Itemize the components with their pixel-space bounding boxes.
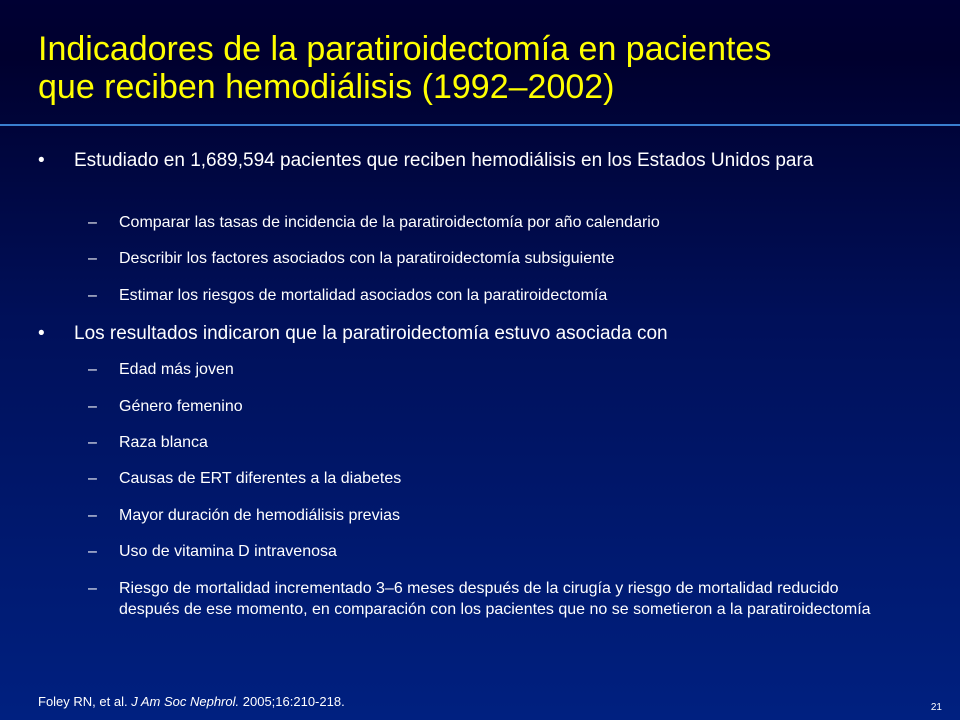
sub-bullet-dash: – (88, 287, 97, 304)
sub-bullet-text: Género femenino (119, 398, 243, 415)
sub-bullet-dash: – (88, 507, 97, 524)
sub-bullet-text: Describir los factores asociados con la paratiroidectomía subsiguiente (119, 250, 615, 267)
citation-details: 2005;16:210-218. (242, 694, 345, 709)
sub-bullet-text: Causas de ERT diferentes a la diabetes (119, 470, 402, 487)
bullet-dot: • (38, 323, 45, 344)
citation-journal: J Am Soc Nephrol. (131, 694, 240, 709)
sub-bullet-dash: – (88, 398, 97, 415)
sub-bullet-dash: – (88, 250, 97, 267)
bullet-text: Estudiado en 1,689,594 pacientes que reciben hemodiálisis en los Estados Unidos para (74, 150, 814, 171)
sub-bullet-dash: – (88, 214, 97, 231)
bullet-text: Los resultados indicaron que la paratiroidectomía estuvo asociada con (74, 323, 668, 344)
title-divider (0, 124, 960, 126)
sub-bullet-text: Edad más joven (119, 361, 234, 378)
bullet-dot: • (38, 150, 45, 171)
sub-bullet-dash: – (88, 470, 97, 487)
sub-bullet-text: Estimar los riesgos de mortalidad asociados con la paratiroidectomía (119, 287, 608, 304)
sub-bullet-dash: – (88, 361, 97, 378)
citation (38, 694, 345, 709)
title-line-2: que reciben hemodiálisis (1992–2002) (38, 68, 615, 106)
citation-authors: Foley RN, et al. (38, 694, 128, 709)
sub-bullet-text: Uso de vitamina D intravenosa (119, 543, 337, 560)
sub-bullet-dash: – (88, 543, 97, 560)
sub-bullet-text: Raza blanca (119, 434, 208, 451)
sub-bullet-text: Mayor duración de hemodiálisis previas (119, 507, 401, 524)
sub-bullet-text: Riesgo de mortalidad incrementado 3–6 meses después de la cirugía y riesgo de mortalidad reducido después de ese momento, en comparación con los pacientes que no se sometieron a la paratiroidectomía (119, 580, 871, 618)
title-line-1: Indicadores de la paratiroidectomía en pacientes (38, 30, 772, 68)
slide-title (38, 30, 938, 106)
sub-bullet-dash: – (88, 434, 97, 451)
sub-bullet-dash: – (88, 580, 97, 597)
page-number: 21 (930, 702, 942, 713)
sub-bullet-text: Comparar las tasas de incidencia de la paratiroidectomía por año calendario (119, 214, 660, 231)
